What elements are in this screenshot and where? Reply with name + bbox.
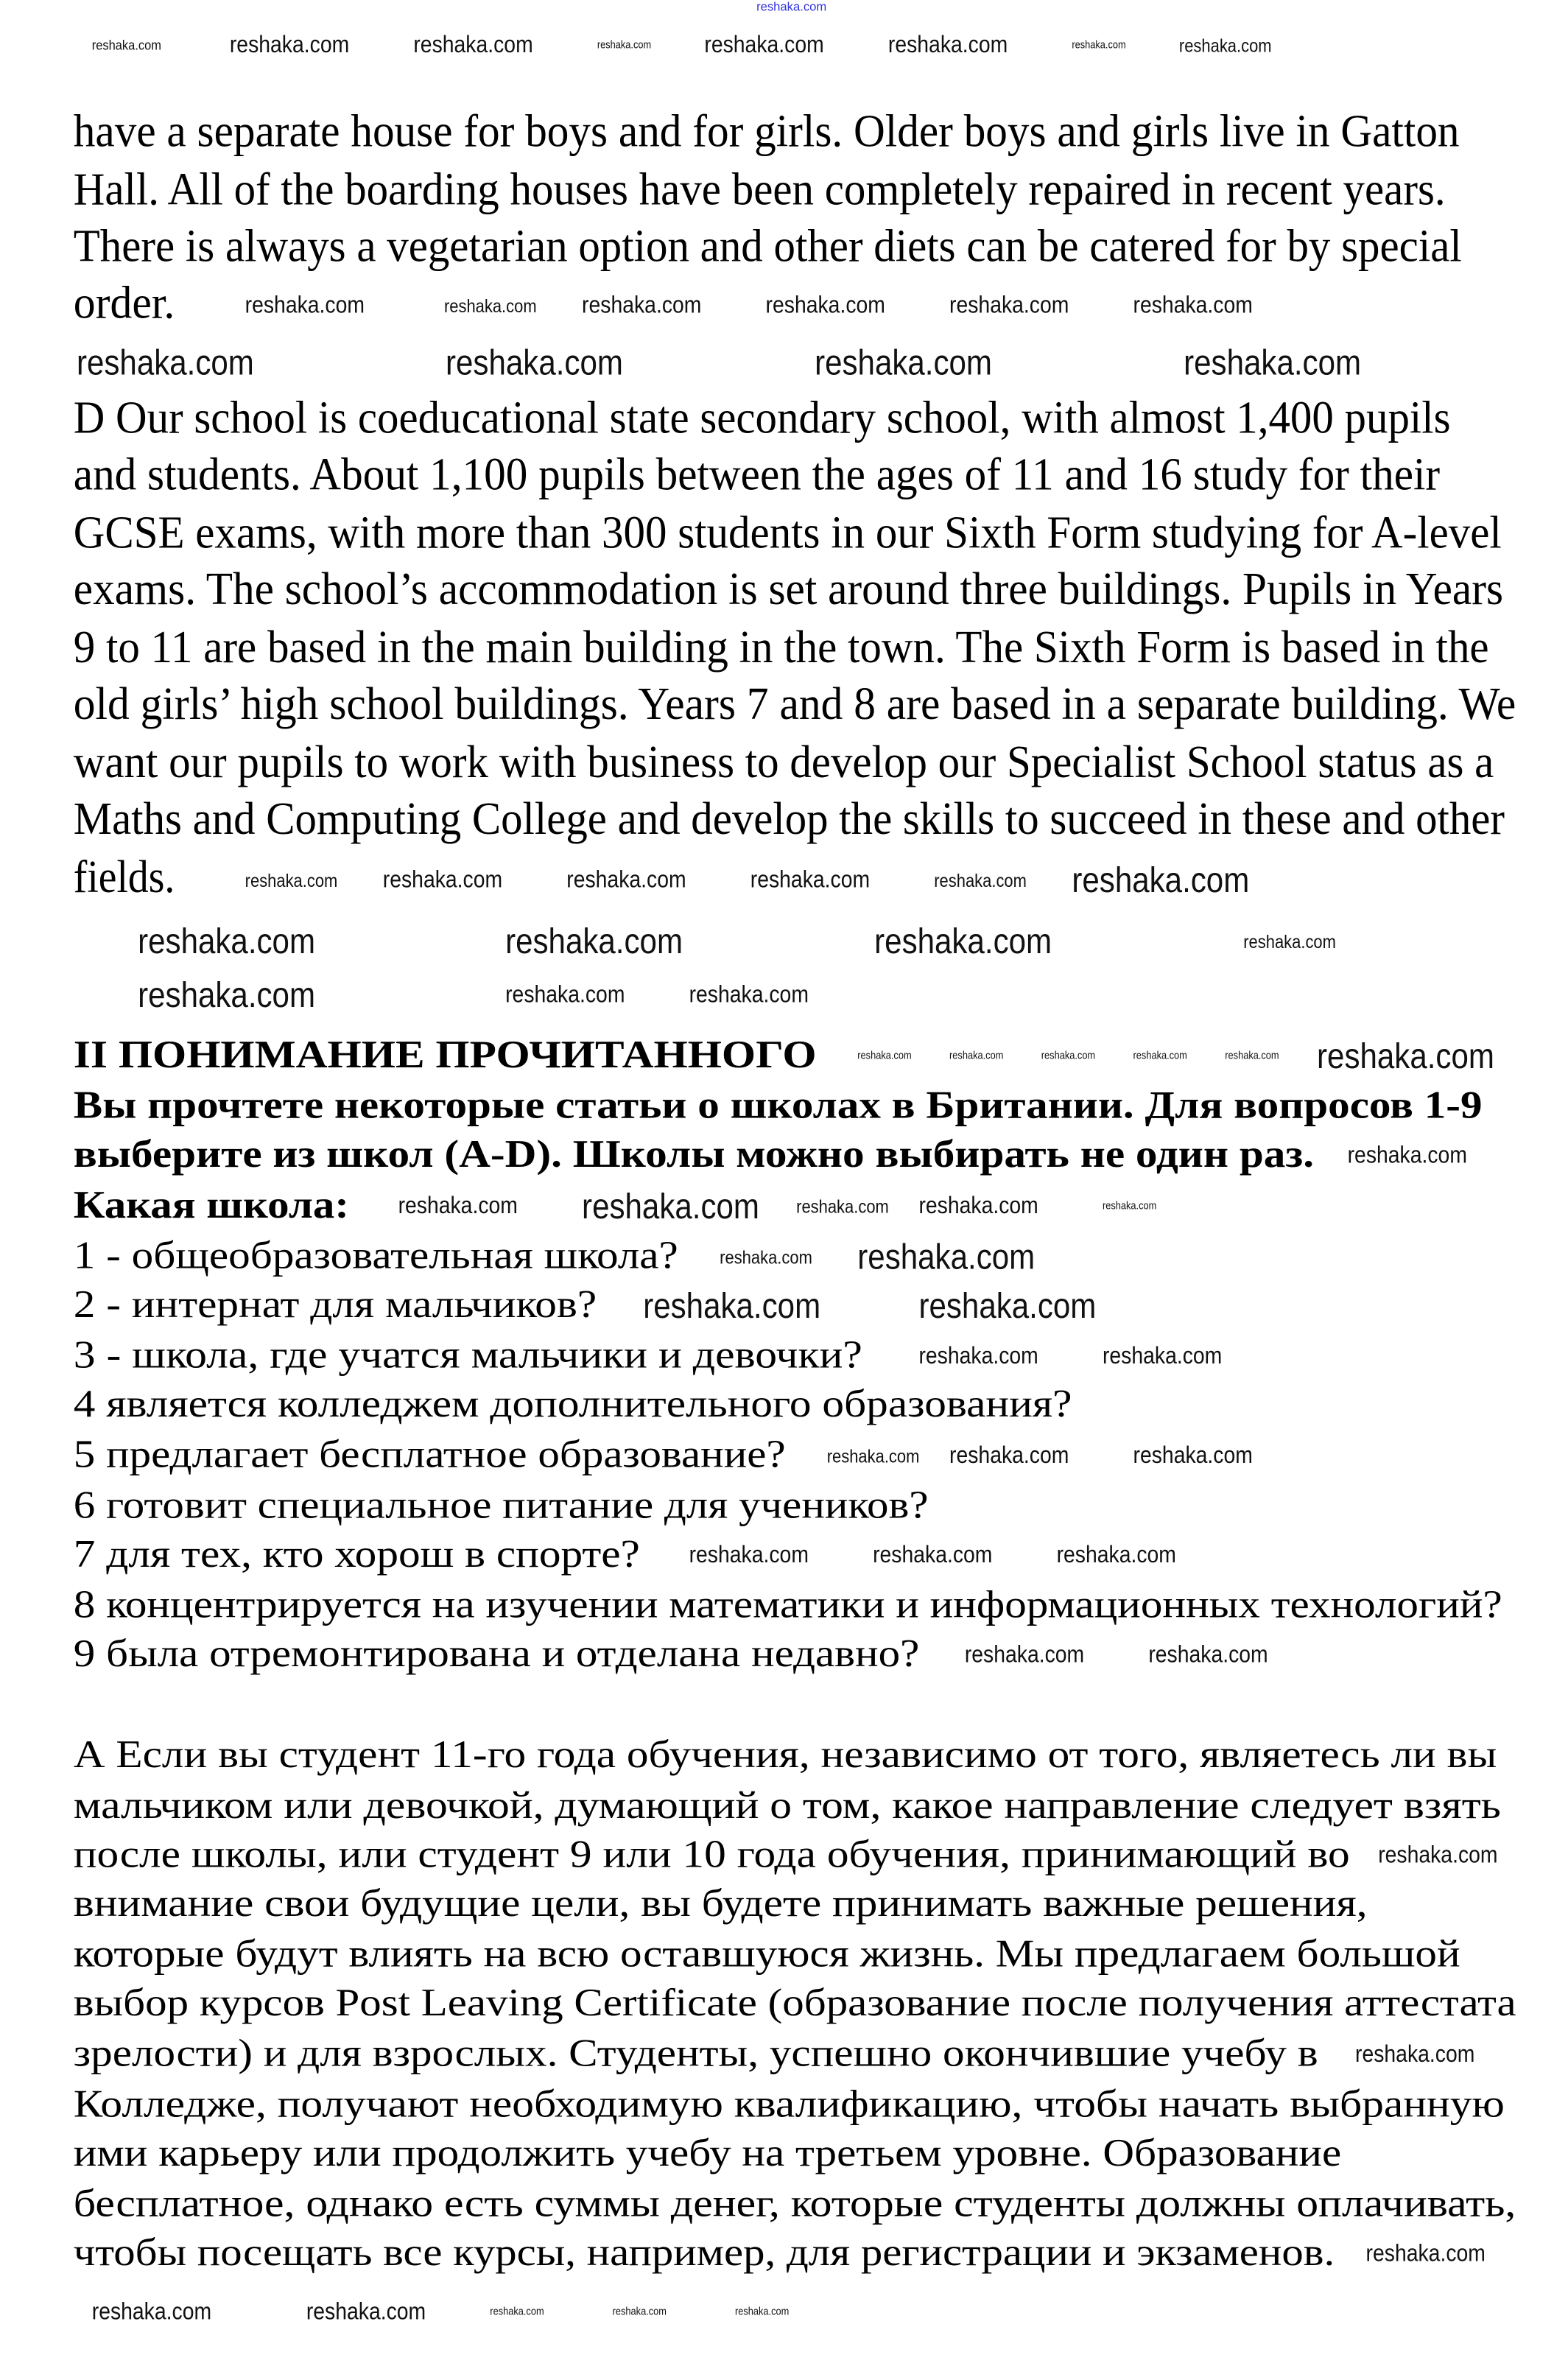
watermark: reshaka.com <box>382 867 503 894</box>
watermark: reshaka.com <box>1072 41 1126 52</box>
watermark: reshaka.com <box>1355 2041 1475 2068</box>
section-heading: II ПОНИМАНИЕ ПРОЧИТАННОГО <box>73 1032 817 1077</box>
watermark: reshaka.com <box>1133 1051 1187 1062</box>
watermark: reshaka.com <box>857 1236 1036 1277</box>
watermark: reshaka.com <box>689 1542 809 1569</box>
watermark: reshaka.com <box>1148 1642 1268 1668</box>
watermark: reshaka.com <box>76 342 254 382</box>
watermark: reshaka.com <box>964 1642 1085 1668</box>
question-item: 5 предлагает бесплатное образование? <box>73 1431 786 1477</box>
watermark: reshaka.com <box>1184 342 1362 382</box>
text-line: want our pupils to work with business to develop our Specialist School status as a <box>73 737 1494 788</box>
watermark: reshaka.com <box>1072 860 1250 900</box>
text-line: зрелости) и для взрослых. Студенты, успешно окончившие учебу в <box>73 2030 1318 2076</box>
watermark: reshaka.com <box>734 2307 790 2318</box>
text-line: old girls’ high school buildings. Years 7 and 8 are based in a separate building. We <box>73 679 1516 730</box>
watermark: reshaka.com <box>887 32 1008 59</box>
watermark: reshaka.com <box>918 1343 1038 1370</box>
text-line: Maths and Computing College and develop the skills to succeed in these and other <box>73 794 1505 845</box>
watermark: reshaka.com <box>815 342 992 382</box>
text-line: мальчиком или девочкой, думающий о том, какое направление следует взять <box>73 1783 1501 1828</box>
text-line: exams. The school’s accommodation is set around three buildings. Pupils in Years <box>73 564 1504 615</box>
instruction-line: Вы прочтете некоторые статьи о школах в Британии. Для вопросов 1-9 <box>73 1082 1483 1128</box>
question-item: 4 является колледжем дополнительного образования? <box>73 1381 1072 1426</box>
question-label: Какая школа: <box>73 1182 349 1227</box>
watermark: reshaka.com <box>446 342 623 382</box>
watermark: reshaka.com <box>138 921 316 961</box>
watermark: reshaka.com <box>582 292 702 319</box>
watermark: reshaka.com <box>91 2299 212 2325</box>
text-line: внимание свои будущие цели, вы будете принимать важные решения, <box>73 1881 1368 1926</box>
watermark: reshaka.com <box>505 921 683 961</box>
watermark: reshaka.com <box>245 869 338 892</box>
watermark: reshaka.com <box>1243 931 1336 953</box>
watermark: reshaka.com <box>750 867 871 894</box>
watermark: reshaka.com <box>505 982 625 1008</box>
text-line: выбор курсов Post Leaving Certificate (образование после получения аттестата <box>73 1980 1516 2025</box>
watermark: reshaka.com <box>796 1196 889 1218</box>
watermark: reshaka.com <box>949 292 1069 319</box>
watermark: reshaka.com <box>306 2299 426 2325</box>
watermark: reshaka.com <box>934 869 1027 892</box>
watermark: reshaka.com <box>229 32 350 59</box>
text-line: have a separate house for boys and for girls. Older boys and girls live in Gatton <box>73 106 1460 158</box>
watermark: reshaka.com <box>826 1445 920 1467</box>
watermark: reshaka.com <box>413 32 533 59</box>
text-line: А Если вы студент 11-го года обучения, независимо от того, являетесь ли вы <box>73 1732 1497 1777</box>
watermark: reshaka.com <box>704 32 824 59</box>
text-line: которые будут влиять на всю оставшуюся жизнь. Мы предлагаем большой <box>73 1931 1460 1976</box>
watermark: reshaka.com <box>1133 1443 1253 1470</box>
watermark: reshaka.com <box>1225 1051 1279 1062</box>
watermark: reshaka.com <box>720 1246 812 1268</box>
watermark: reshaka.com <box>1133 292 1253 319</box>
text-line: GCSE exams, with more than 300 students in our Sixth Form studying for A-level <box>73 508 1502 558</box>
watermark: reshaka.com <box>918 1285 1097 1326</box>
question-item: 8 концентрируется на изучении математики и информационных технологий? <box>73 1582 1502 1626</box>
question-item: 6 готовит специальное питание для учеников? <box>73 1482 929 1527</box>
question-item: 9 была отремонтирована и отделана недавно? <box>73 1631 920 1676</box>
text-line: 9 to 11 are based in the main building in the town. The Sixth Form is based in the <box>73 622 1489 673</box>
watermark: reshaka.com <box>1056 1542 1176 1569</box>
instruction-line: выберите из школ (A-D). Школы можно выбирать не один раз. <box>73 1131 1315 1176</box>
text-line: чтобы посещать все курсы, например, для регистрации и экзаменов. <box>73 2230 1335 2275</box>
text-line: D Our school is coeducational state secondary school, with almost 1,400 pupils <box>73 393 1451 443</box>
watermark: reshaka.com <box>1378 1842 1498 1870</box>
text-line: после школы, или студент 9 или 10 года обучения, принимающий во <box>73 1831 1350 1876</box>
watermark: reshaka.com <box>873 1542 993 1569</box>
text-line: and students. About 1,100 pupils between the ages of 11 and 16 study for their <box>73 449 1441 500</box>
question-item: 7 для тех, кто хорош в спорте? <box>73 1531 640 1576</box>
text-line: There is always a vegetarian option and other diets can be catered for by special <box>73 221 1462 273</box>
watermark: reshaka.com <box>443 295 537 317</box>
text-line: Hall. All of the boarding houses have been completely repaired in recent years. <box>73 164 1446 216</box>
watermark: reshaka.com <box>1178 35 1272 57</box>
question-item: 1 - общеобразовательная школа? <box>73 1232 678 1277</box>
watermark: reshaka.com <box>1347 1142 1467 1169</box>
text-line: order. <box>73 278 175 329</box>
question-item: 2 - интернат для мальчиков? <box>73 1282 597 1327</box>
site-link[interactable]: reshaka.com <box>756 0 827 14</box>
watermark: reshaka.com <box>582 1186 759 1226</box>
watermark: reshaka.com <box>765 292 885 319</box>
watermark: reshaka.com <box>918 1193 1038 1220</box>
watermark: reshaka.com <box>949 1051 1004 1062</box>
watermark: reshaka.com <box>1041 1051 1096 1062</box>
watermark: reshaka.com <box>597 41 652 52</box>
text-line: fields. <box>73 852 175 903</box>
watermark: reshaka.com <box>949 1443 1069 1470</box>
watermark: reshaka.com <box>857 1051 912 1062</box>
watermark: reshaka.com <box>689 982 809 1008</box>
watermark: reshaka.com <box>566 867 686 894</box>
text-line: бесплатное, однако есть суммы денег, которые студенты должны оплачивать, <box>73 2180 1516 2225</box>
text-line: ими карьеру или продолжить учебу на третьем уровне. Образование <box>73 2130 1342 2175</box>
watermark: reshaka.com <box>1102 1201 1157 1212</box>
text-line: Колледже, получают необходимую квалификацию, чтобы начать выбранную <box>73 2081 1505 2126</box>
watermark: reshaka.com <box>398 1193 518 1220</box>
watermark: reshaka.com <box>138 975 316 1015</box>
watermark: reshaka.com <box>1102 1343 1223 1370</box>
watermark: reshaka.com <box>1365 2241 1486 2267</box>
watermark: reshaka.com <box>245 292 365 319</box>
watermark: reshaka.com <box>612 2307 667 2318</box>
watermark: reshaka.com <box>643 1285 821 1326</box>
watermark: reshaka.com <box>91 37 162 53</box>
watermark: reshaka.com <box>490 2307 544 2318</box>
watermark: reshaka.com <box>1317 1036 1494 1076</box>
watermark: reshaka.com <box>874 921 1052 961</box>
question-item: 3 - школа, где учатся мальчики и девочки? <box>73 1332 862 1377</box>
